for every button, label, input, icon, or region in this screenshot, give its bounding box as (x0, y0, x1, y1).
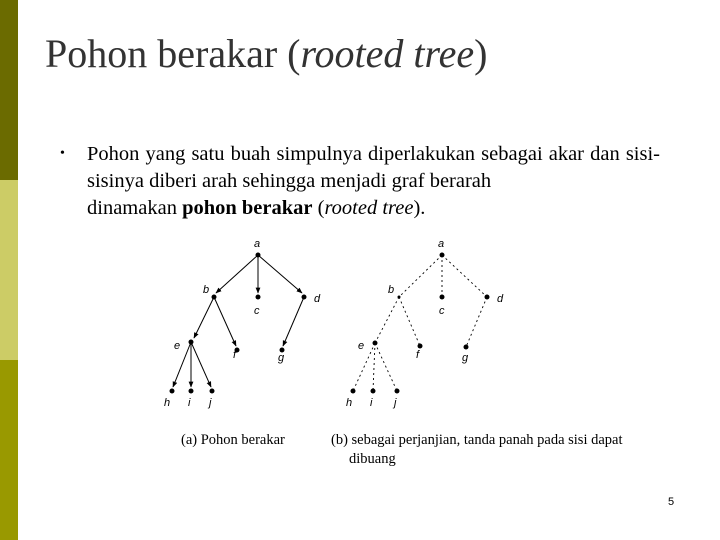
node-a-a (256, 253, 261, 258)
edge-b-d-g (466, 297, 487, 347)
node-a-h (170, 389, 175, 394)
title-italic: rooted tree (300, 31, 475, 76)
label-b-g: g (462, 352, 469, 364)
edge-a-d (258, 255, 302, 293)
bullet-open-paren: ( (312, 197, 325, 219)
edge-b-b-e (375, 297, 399, 343)
label-b-f: f (416, 349, 420, 361)
tree-a (173, 255, 304, 387)
node-b-h (351, 389, 356, 394)
node-b-g (464, 345, 469, 350)
edge-b-e-i (373, 343, 375, 391)
node-a-j (210, 389, 215, 394)
edge-e-j (191, 342, 211, 387)
edge-b-b-f (399, 297, 420, 346)
label-b-c: c (439, 305, 445, 317)
node-b-i (371, 389, 376, 394)
label-b-b: b (388, 284, 395, 296)
label-b-i: i (370, 397, 373, 409)
edge-b-f (214, 297, 236, 346)
label-b-j: j (394, 397, 397, 409)
node-a-d (302, 295, 307, 300)
label-a-f: f (233, 349, 237, 361)
label-b-e: e (358, 340, 365, 352)
node-b-f (418, 344, 423, 349)
edge-b-e (194, 297, 214, 338)
title-main: Pohon berakar ( (45, 31, 301, 76)
bullet-bold-term: pohon berakar (182, 197, 313, 219)
node-b-e (373, 341, 378, 346)
label-a-i: i (188, 397, 191, 409)
label-a-g: g (278, 352, 285, 364)
title-close: ) (474, 31, 488, 76)
label-b-d: d (497, 293, 504, 305)
node-a-i (189, 389, 194, 394)
node-b-d (485, 295, 490, 300)
edge-a-b (216, 255, 258, 293)
label-b-a: a (438, 238, 445, 250)
node-b-a (440, 253, 445, 258)
bullet-prefix: dinamakan (87, 197, 183, 219)
page-number: 5 (668, 496, 675, 508)
label-a-h: h (164, 397, 171, 409)
node-a-b (212, 295, 217, 300)
bullet-italic-term: rooted tree (324, 197, 414, 219)
caption-b-line2: dibuang (349, 451, 396, 467)
edge-b-a-b (399, 255, 442, 297)
node-b-b (398, 296, 401, 299)
node-a-c (256, 295, 261, 300)
edge-d-g (283, 297, 304, 346)
label-a-j: j (209, 397, 212, 409)
label-b-h: h (346, 397, 353, 409)
bullet-text: Pohon yang satu buah simpulnya diperlakukan sebagai akar dan sisi-sisinya diberi arah sehingga menjadi graf berarah (87, 143, 660, 192)
node-a-e (189, 340, 194, 345)
node-b-j (395, 389, 400, 394)
bullet-icon: • (60, 146, 65, 161)
caption-a: (a) Pohon berakar (181, 432, 285, 448)
caption-b-line1: (b) sebagai perjanjian, tanda panah pada sisi dapat (331, 432, 623, 448)
label-a-d: d (314, 293, 321, 305)
edge-b-a-d (442, 255, 487, 297)
label-a-e: e (174, 340, 181, 352)
label-a-c: c (254, 305, 260, 317)
bullet-suffix: ). (413, 197, 426, 219)
node-b-c (440, 295, 445, 300)
label-a-b: b (203, 284, 210, 296)
label-a-a: a (254, 238, 261, 250)
tree-b (353, 255, 487, 391)
edge-b-e-j (375, 343, 397, 391)
